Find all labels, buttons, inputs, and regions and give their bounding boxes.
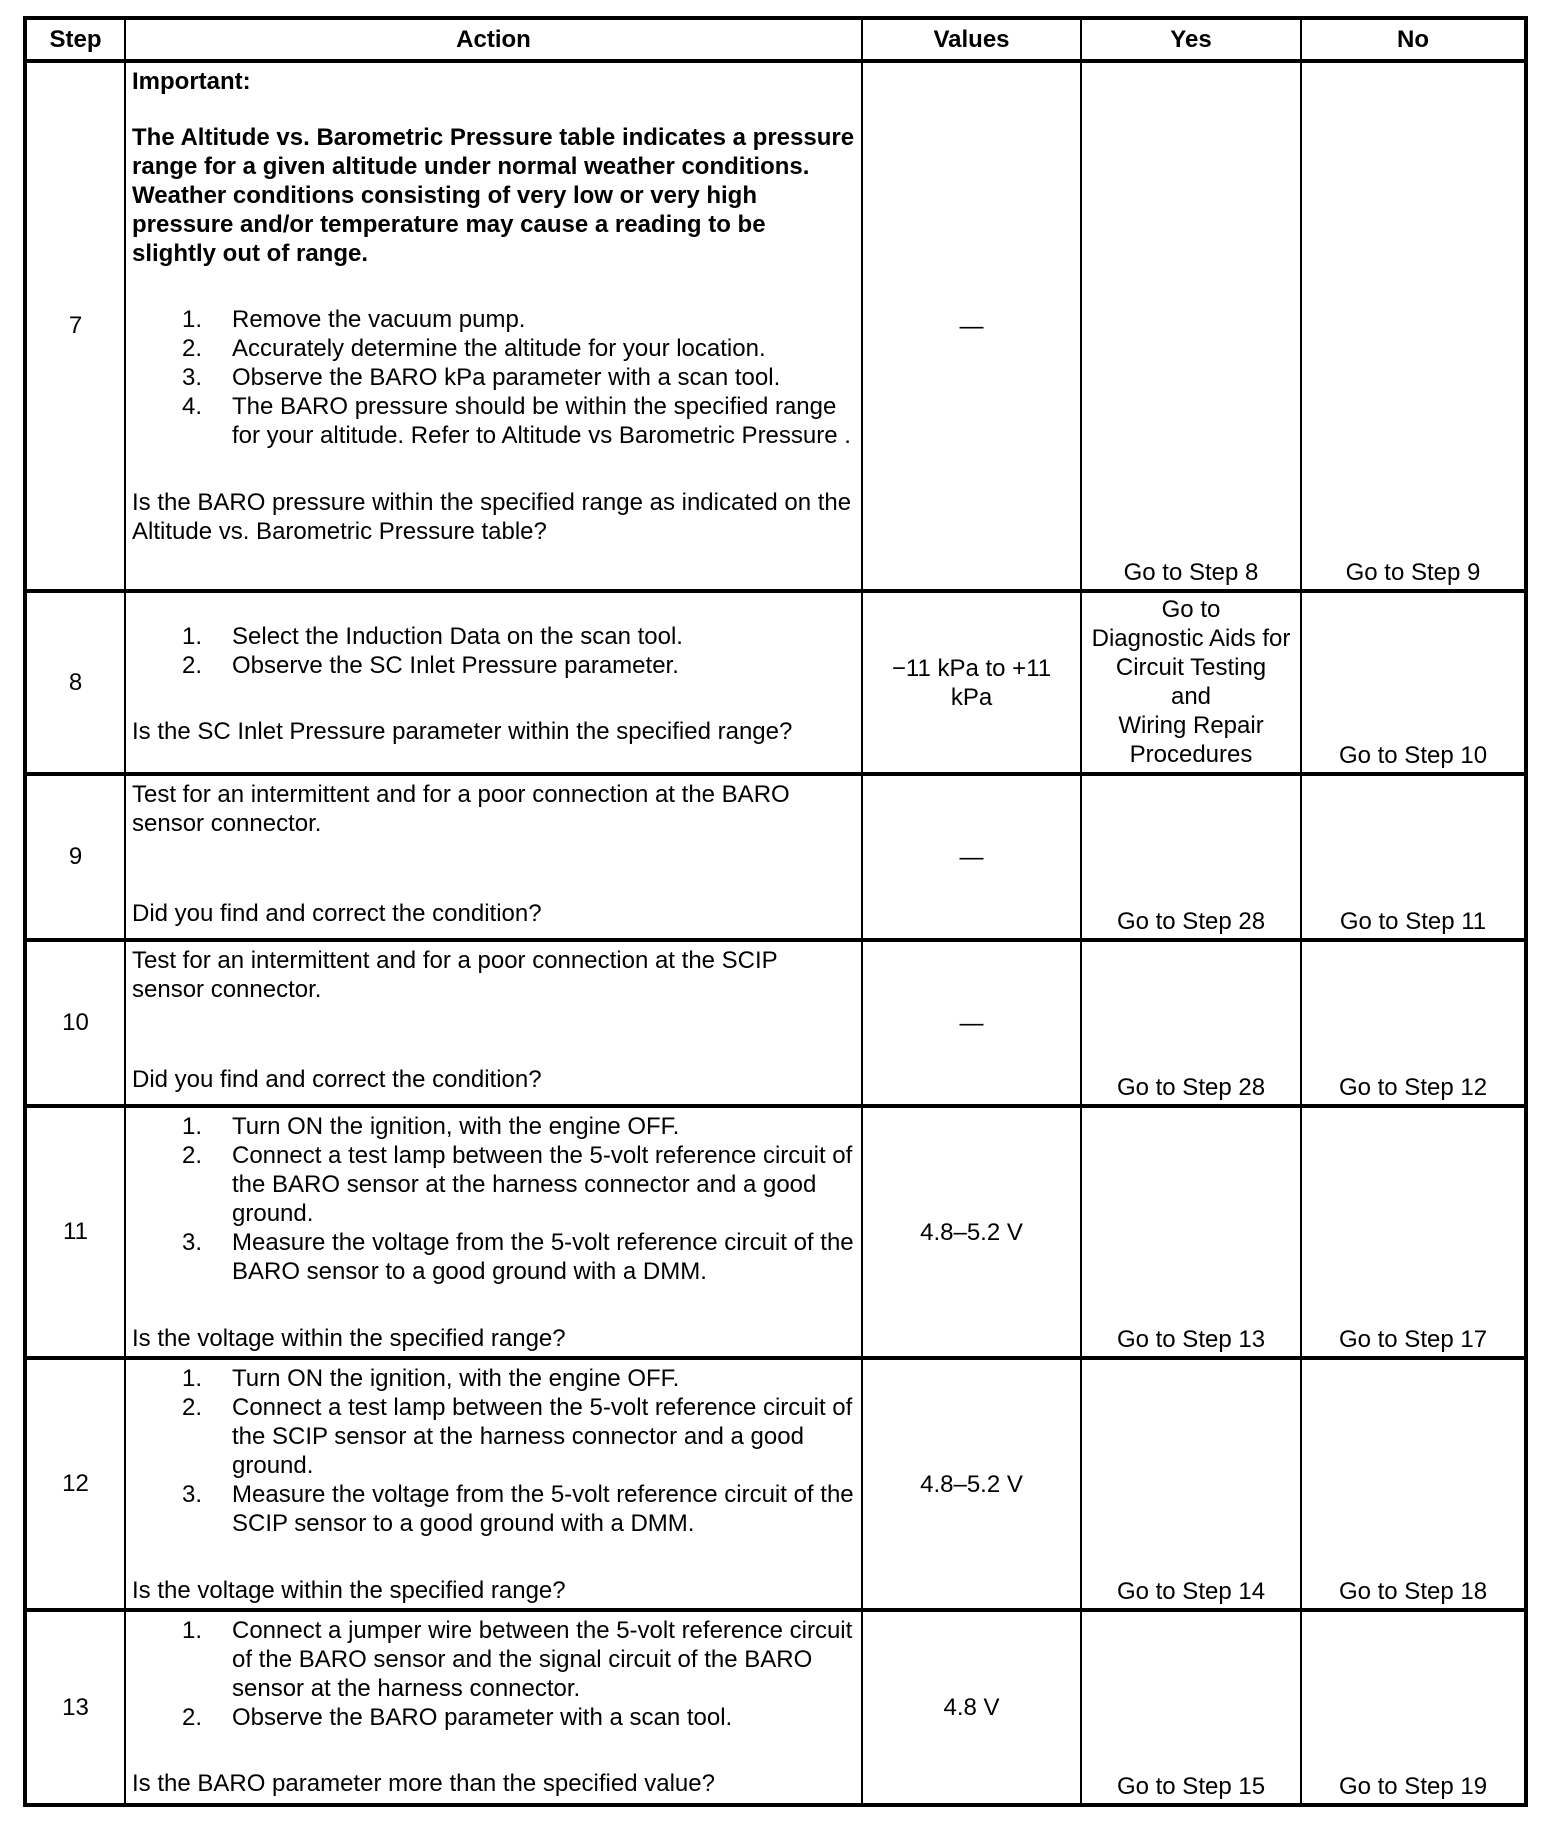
- item-number: 1.: [182, 1365, 203, 1392]
- no-cell[interactable]: Go to Step 19: [1301, 1610, 1526, 1805]
- question-text: Is the voltage within the specified range?: [132, 1577, 566, 1604]
- action-cell: [125, 1610, 862, 1805]
- yes-cell[interactable]: Go to Step 28: [1081, 774, 1301, 940]
- diagnostic-table: [23, 16, 1528, 1807]
- yes-cell[interactable]: Go to Step 15: [1081, 1610, 1301, 1805]
- yes-cell[interactable]: Go to Step 8: [1081, 61, 1301, 591]
- table-row: [25, 1610, 1526, 1805]
- step-number: 12: [25, 1358, 125, 1610]
- action-list: [132, 305, 855, 450]
- yes-cell[interactable]: Go to Step 13: [1081, 1106, 1301, 1358]
- action-cell: [125, 1358, 862, 1610]
- step-number: 9: [25, 774, 125, 940]
- action-cell: [125, 940, 862, 1106]
- item-number: 4.: [182, 393, 203, 420]
- action-cell: [125, 61, 862, 591]
- header-action: Action: [125, 18, 862, 61]
- list-item: [132, 305, 855, 334]
- no-cell[interactable]: Go to Step 11: [1301, 774, 1526, 940]
- item-number: 3.: [182, 1229, 203, 1256]
- values-cell: —: [862, 774, 1081, 940]
- item-number: 1.: [182, 1617, 203, 1644]
- list-item: [132, 1141, 855, 1228]
- item-text: Remove the vacuum pump.: [232, 306, 526, 333]
- step-number: 11: [25, 1106, 125, 1358]
- list-item: [132, 622, 855, 651]
- table-row: [25, 1106, 1526, 1358]
- item-text: Connect a jumper wire between the 5-volt reference circuit of the BARO sensor and the signal circuit of the BARO sensor at the harness connector.: [232, 1617, 853, 1702]
- action-text: Test for an intermittent and for a poor connection at the SCIP sensor connector.: [132, 947, 778, 1003]
- list-item: [132, 1703, 855, 1732]
- item-number: 2.: [182, 1394, 203, 1421]
- item-number: 1.: [182, 1113, 203, 1140]
- header-yes: Yes: [1081, 18, 1301, 61]
- table-row: [25, 774, 1526, 940]
- question-text: Did you find and correct the condition?: [132, 1066, 542, 1093]
- table-row: [25, 61, 1526, 591]
- values-cell: 4.8 V: [862, 1610, 1081, 1805]
- values-cell: —: [862, 61, 1081, 591]
- list-item: [132, 1364, 855, 1393]
- action-text: Test for an intermittent and for a poor connection at the BARO sensor connector.: [132, 781, 790, 837]
- important-body: The Altitude vs. Barometric Pressure table indicates a pressure range for a given altitude under normal weather conditions. Weather conditions consisting of very low or very high pressure and/or temperature may cause a reading to be slightly out of range.: [132, 124, 855, 267]
- list-item: [132, 1112, 855, 1141]
- step-number: 7: [25, 61, 125, 591]
- question-text: Is the voltage within the specified range?: [132, 1325, 566, 1352]
- question-text: Is the BARO pressure within the specified range as indicated on the Altitude vs. Barometric Pressure table?: [132, 489, 852, 545]
- header-row: [25, 18, 1526, 61]
- item-number: 1.: [182, 623, 203, 650]
- values-cell: −11 kPa to +11 kPa: [862, 591, 1081, 774]
- values-cell: 4.8–5.2 V: [862, 1358, 1081, 1610]
- step-number: 13: [25, 1610, 125, 1805]
- action-list: [132, 622, 855, 680]
- item-number: 3.: [182, 364, 203, 391]
- list-item: [132, 1228, 855, 1286]
- list-item: [132, 334, 855, 363]
- step-number: 10: [25, 940, 125, 1106]
- list-item: [132, 651, 855, 680]
- item-number: 1.: [182, 306, 203, 333]
- item-text: Observe the SC Inlet Pressure parameter.: [232, 652, 679, 679]
- item-text: Connect a test lamp between the 5-volt reference circuit of the SCIP sensor at the harness connector and a good ground.: [232, 1394, 853, 1479]
- table-row: [25, 591, 1526, 774]
- item-number: 2.: [182, 1142, 203, 1169]
- action-cell: [125, 591, 862, 774]
- yes-line: Wiring Repair: [1118, 712, 1264, 739]
- list-item: [132, 1480, 855, 1538]
- item-text: Connect a test lamp between the 5-volt reference circuit of the BARO sensor at the harness connector and a good ground.: [232, 1142, 853, 1227]
- list-item: [132, 1393, 855, 1480]
- question-text: Is the BARO parameter more than the specified value?: [132, 1770, 715, 1797]
- header-no: No: [1301, 18, 1526, 61]
- header-step: Step: [25, 18, 125, 61]
- yes-line: Diagnostic Aids for: [1091, 625, 1291, 652]
- item-text: Observe the BARO kPa parameter with a scan tool.: [232, 364, 781, 391]
- item-text: Measure the voltage from the 5-volt reference circuit of the BARO sensor to a good ground with a DMM.: [232, 1229, 854, 1285]
- values-cell: —: [862, 940, 1081, 1106]
- important-title: Important:: [132, 68, 251, 95]
- action-list: [132, 1364, 855, 1538]
- yes-cell[interactable]: [1081, 591, 1301, 774]
- yes-line: Circuit Testing: [1115, 654, 1267, 681]
- list-item: [132, 363, 855, 392]
- action-list: [132, 1112, 855, 1286]
- yes-line: Go to: [1161, 596, 1221, 623]
- yes-line: Procedures: [1129, 741, 1253, 768]
- no-cell[interactable]: Go to Step 10: [1301, 591, 1526, 774]
- yes-line: and: [1170, 683, 1212, 710]
- action-list: [132, 1616, 855, 1732]
- action-cell: [125, 1106, 862, 1358]
- yes-cell[interactable]: Go to Step 14: [1081, 1358, 1301, 1610]
- table-row: [25, 940, 1526, 1106]
- action-cell: [125, 774, 862, 940]
- item-number: 2.: [182, 652, 203, 679]
- item-number: 2.: [182, 1704, 203, 1731]
- header-values: Values: [862, 18, 1081, 61]
- question-text: Is the SC Inlet Pressure parameter within the specified range?: [132, 718, 793, 745]
- item-text: Accurately determine the altitude for your location.: [232, 335, 766, 362]
- yes-cell[interactable]: Go to Step 28: [1081, 940, 1301, 1106]
- item-text: Observe the BARO parameter with a scan tool.: [232, 1704, 733, 1731]
- item-text: Select the Induction Data on the scan tool.: [232, 623, 683, 650]
- values-cell: 4.8–5.2 V: [862, 1106, 1081, 1358]
- item-number: 3.: [182, 1481, 203, 1508]
- step-number: 8: [25, 591, 125, 774]
- item-text: Turn ON the ignition, with the engine OFF.: [232, 1365, 680, 1392]
- item-text: Turn ON the ignition, with the engine OFF.: [232, 1113, 680, 1140]
- no-cell[interactable]: Go to Step 18: [1301, 1358, 1526, 1610]
- list-item: [132, 392, 855, 450]
- item-number: 2.: [182, 335, 203, 362]
- no-cell[interactable]: Go to Step 9: [1301, 61, 1526, 591]
- item-text: Measure the voltage from the 5-volt reference circuit of the SCIP sensor to a good ground with a DMM.: [232, 1481, 854, 1537]
- no-cell[interactable]: Go to Step 12: [1301, 940, 1526, 1106]
- table-row: [25, 1358, 1526, 1610]
- item-text: The BARO pressure should be within the specified range for your altitude. Refer to Altitude vs Barometric Pressure .: [232, 393, 851, 449]
- question-text: Did you find and correct the condition?: [132, 900, 542, 927]
- no-cell[interactable]: Go to Step 17: [1301, 1106, 1526, 1358]
- list-item: [132, 1616, 855, 1703]
